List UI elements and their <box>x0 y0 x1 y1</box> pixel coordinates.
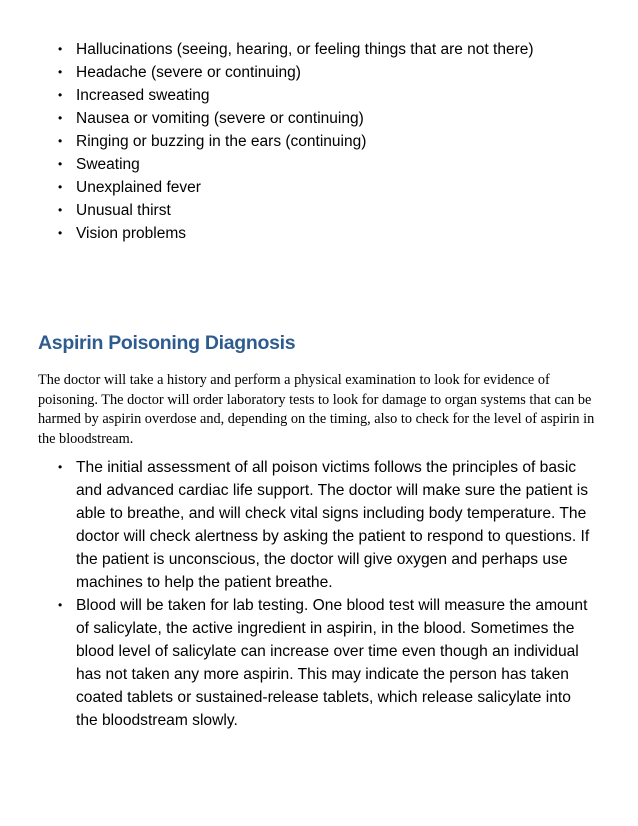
list-item <box>56 84 616 107</box>
list-item-text: Ringing or buzzing in the ears (continuing) <box>76 133 367 150</box>
list-item <box>56 222 616 245</box>
bullet-icon: • <box>58 226 63 240</box>
list-item-text: Headache (severe or continuing) <box>76 64 301 81</box>
bullet-icon: • <box>58 203 63 217</box>
list-item <box>56 594 596 732</box>
list-item-text: Unexplained fever <box>76 179 201 196</box>
list-item <box>56 199 616 222</box>
list-item-text: The initial assessment of all poison victims follows the principles of basic and advanced cardiac life support. The doctor will make sure the patient is able to breathe, and will check vital signs including body temperature. The doctor will check alertness by asking the patient to respond to questions. If the patient is unconscious, the doctor will give oxygen and perhaps use machines to help the patient breathe. <box>76 459 590 591</box>
list-item-text: Blood will be taken for lab testing. One blood test will measure the amount of salicylate, the active ingredient in aspirin, in the blood. Sometimes the blood level of salicylate can increase over time even though an individual has not taken any more aspirin. This may indicate the person has taken coated tablets or sustained-release tablets, which release salicylate into the bloodstream slowly. <box>76 597 588 729</box>
bullet-icon: • <box>58 598 63 612</box>
list-item <box>56 153 616 176</box>
bullet-icon: • <box>58 460 63 474</box>
bullet-icon: • <box>58 42 63 56</box>
bullet-icon: • <box>58 88 63 102</box>
symptom-list <box>56 38 616 245</box>
list-item <box>56 456 596 594</box>
list-item <box>56 107 616 130</box>
diagnosis-list <box>56 456 596 732</box>
section-heading: Aspirin Poisoning Diagnosis <box>38 332 296 355</box>
list-item-text: Hallucinations (seeing, hearing, or feeling things that are not there) <box>76 41 534 58</box>
list-item <box>56 130 616 153</box>
bullet-icon: • <box>58 65 63 79</box>
list-item-text: Unusual thirst <box>76 202 171 219</box>
list-item-text: Vision problems <box>76 225 186 242</box>
bullet-icon: • <box>58 111 63 125</box>
bullet-icon: • <box>58 180 63 194</box>
bullet-icon: • <box>58 157 63 171</box>
list-item-text: Sweating <box>76 156 140 173</box>
list-item <box>56 176 616 199</box>
list-item-text: Increased sweating <box>76 87 210 104</box>
list-item-text: Nausea or vomiting (severe or continuing) <box>76 110 364 127</box>
list-item <box>56 61 616 84</box>
intro-paragraph: The doctor will take a history and perform a physical examination to look for evidence of poisoning. The doctor will order laboratory tests to look for damage to organ systems that can be harmed by aspirin overdose and, depending on the timing, also to check for the level of aspirin in the bloodstream. <box>38 372 595 447</box>
bullet-icon: • <box>58 134 63 148</box>
list-item <box>56 38 616 61</box>
